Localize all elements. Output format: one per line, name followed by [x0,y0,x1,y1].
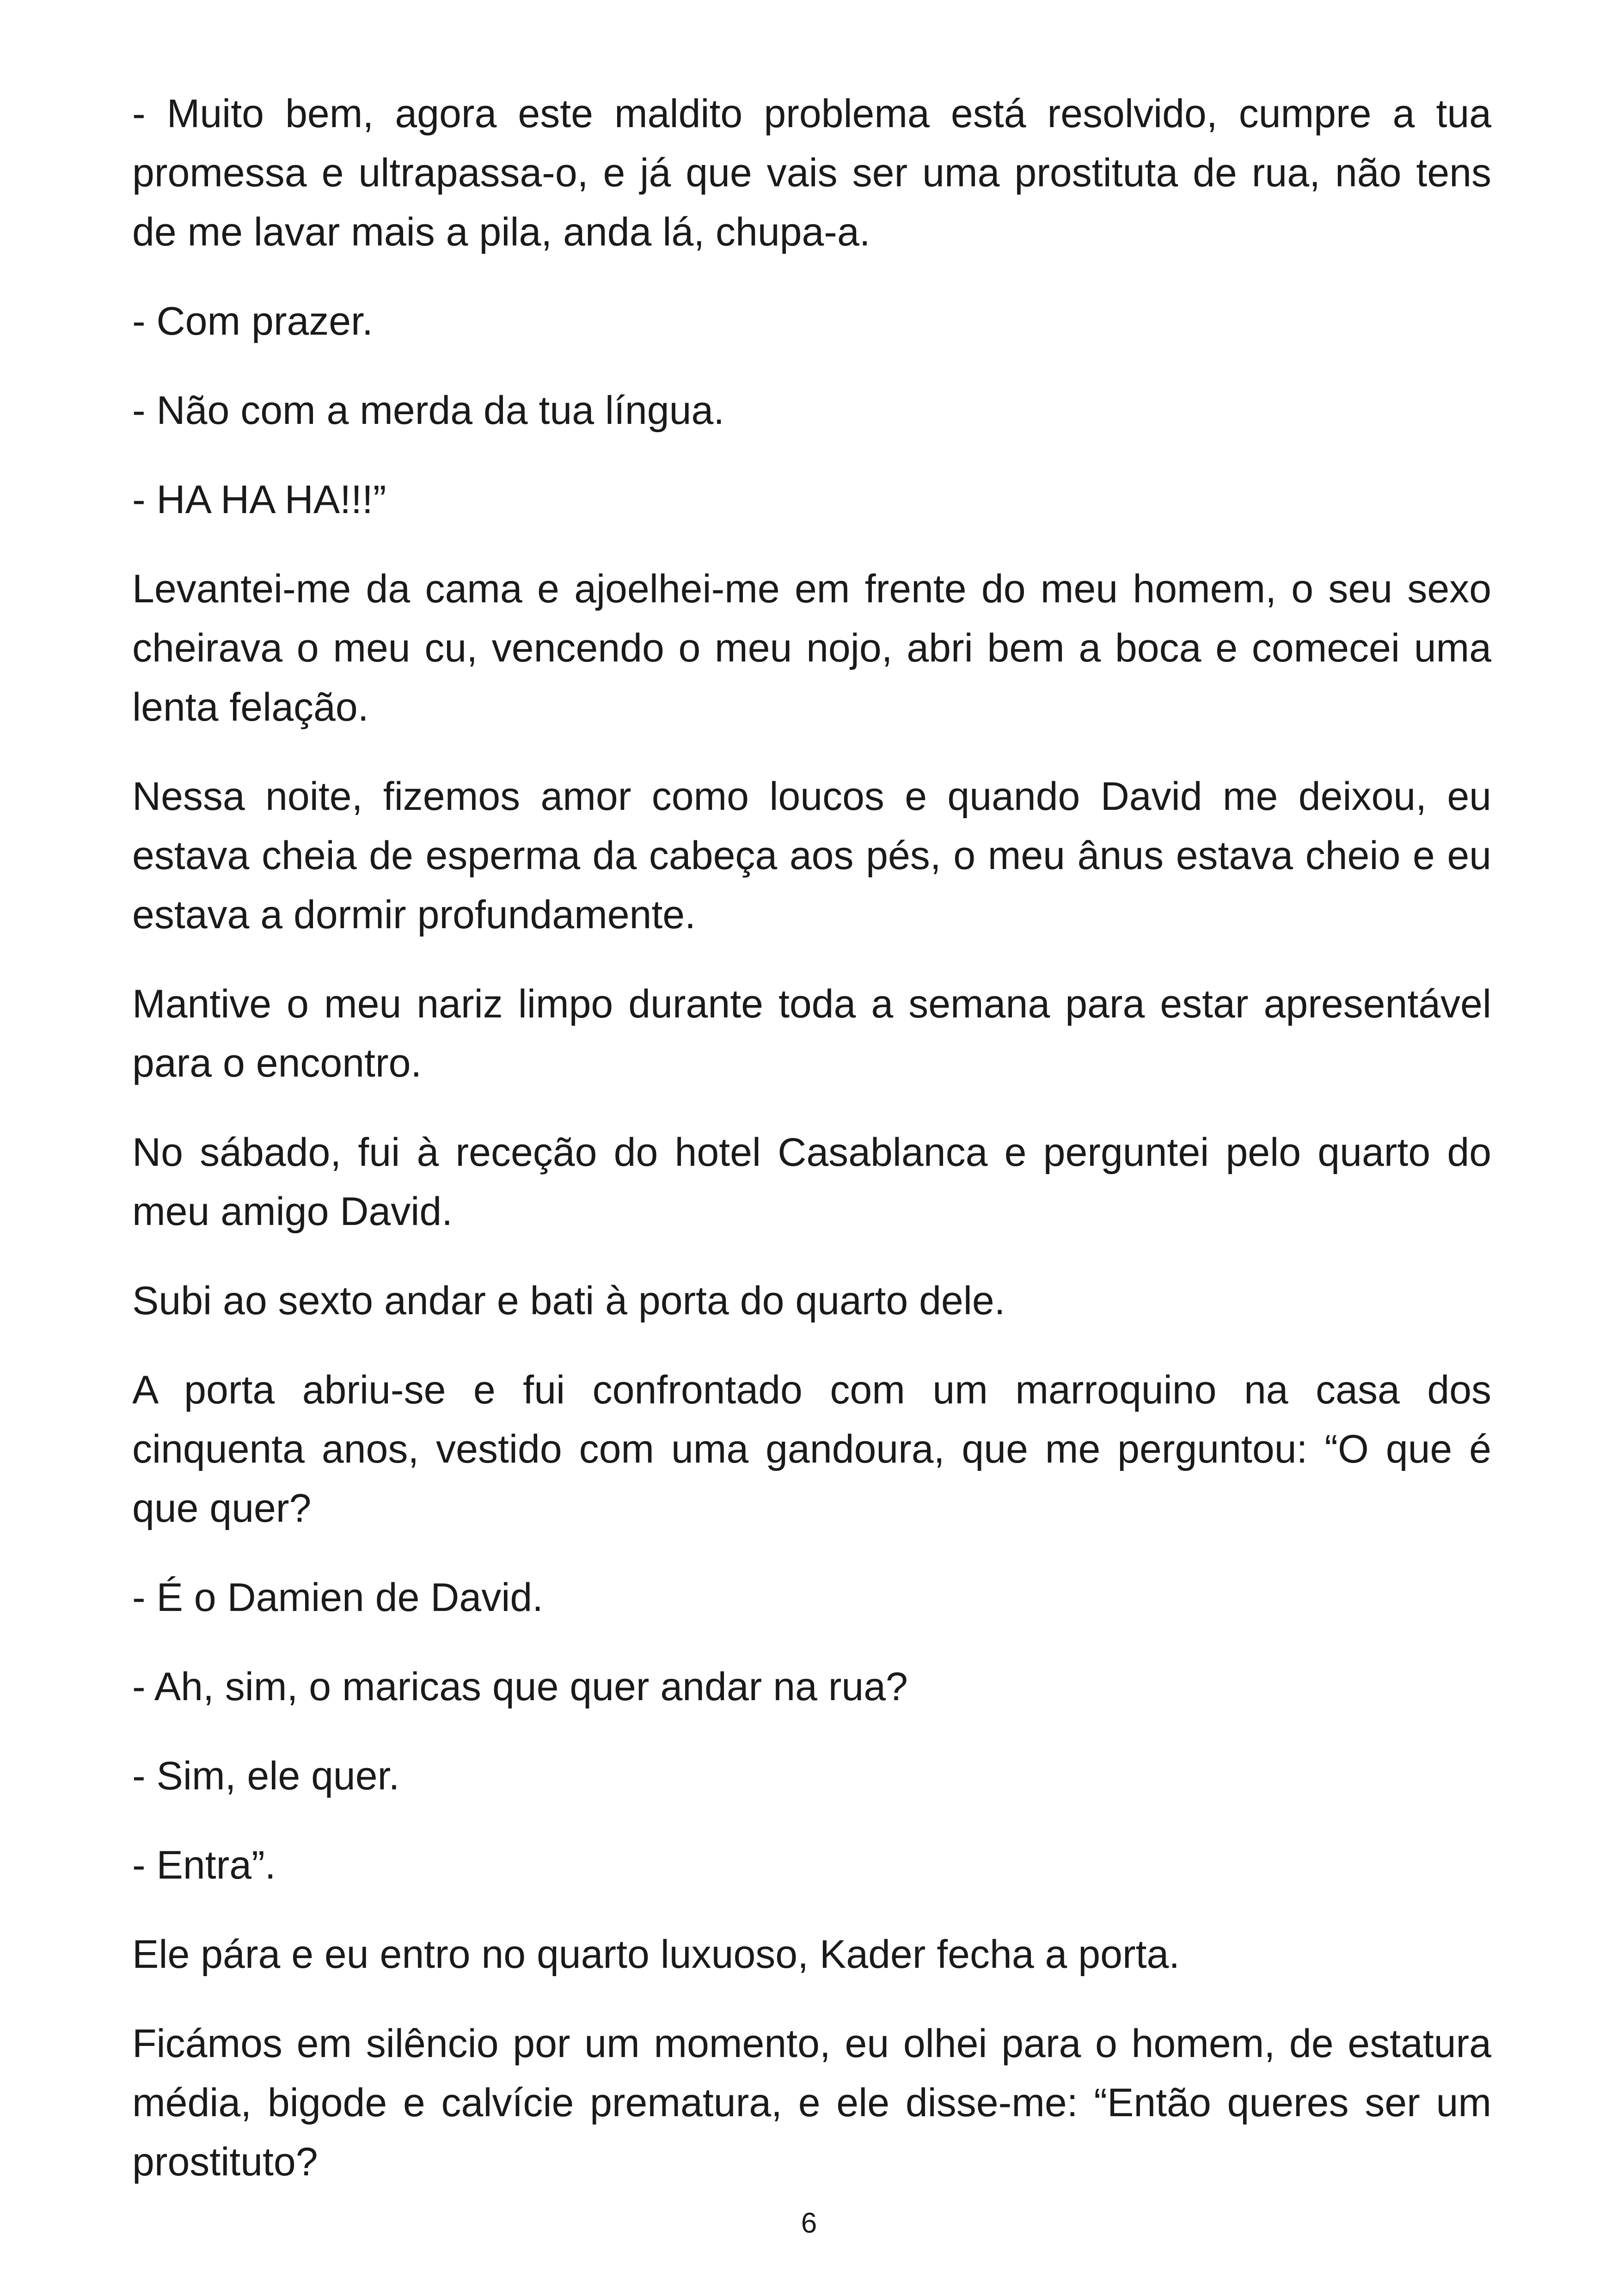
paragraph: - Muito bem, agora este maldito problema está resolvido, cumpre a tua promessa e ultrapassa-o, e já que vais ser uma prostituta de rua, não tens de me lavar mais a pila, anda lá, chupa-a. [132,92,1491,254]
paragraph: Nessa noite, fizemos amor como loucos e quando David me deixou, eu estava cheia de esperma da cabeça aos pés, o meu ânus estava cheio e eu estava a dormir profundamente. [132,774,1491,937]
paragraph: Mantive o meu nariz limpo durante toda a semana para estar apresentável para o encontro. [132,982,1491,1085]
page-number: 6 [801,2207,817,2239]
document-body [132,84,1491,2222]
paragraph: No sábado, fui à receção do hotel Casablanca e perguntei pelo quarto do meu amigo David. [132,1130,1491,1234]
paragraph: Ficámos em silêncio por um momento, eu olhei para o homem, de estatura média, bigode e calvície prematura, e ele disse-me: “Então queres ser um prostituto? [132,2021,1491,2184]
paragraph: - Sim, ele quer. [132,1754,400,1798]
paragraph: - É o Damien de David. [132,1575,544,1620]
paragraph: - Entra”. [132,1843,276,1887]
paragraph: Ele pára e eu entro no quarto luxuoso, Kader fecha a porta. [132,1932,1180,1977]
paragraph: Subi ao sexto andar e bati à porta do quarto dele. [132,1279,1005,1323]
paragraph: A porta abriu-se e fui confrontado com um marroquino na casa dos cinquenta anos, vestido com uma gandoura, que me perguntou: “O que é que quer? [132,1368,1491,1531]
paragraph: - Ah, sim, o maricas que quer andar na rua? [132,1665,908,1709]
paragraph: Levantei-me da cama e ajoelhei-me em frente do meu homem, o seu sexo cheirava o meu cu, vencendo o meu nojo, abri bem a boca e comecei uma lenta felação. [132,567,1491,729]
paragraph: - HA HA HA!!!” [132,478,386,522]
paragraph: - Não com a merda da tua língua. [132,388,725,433]
paragraph: - Com prazer. [132,299,373,343]
